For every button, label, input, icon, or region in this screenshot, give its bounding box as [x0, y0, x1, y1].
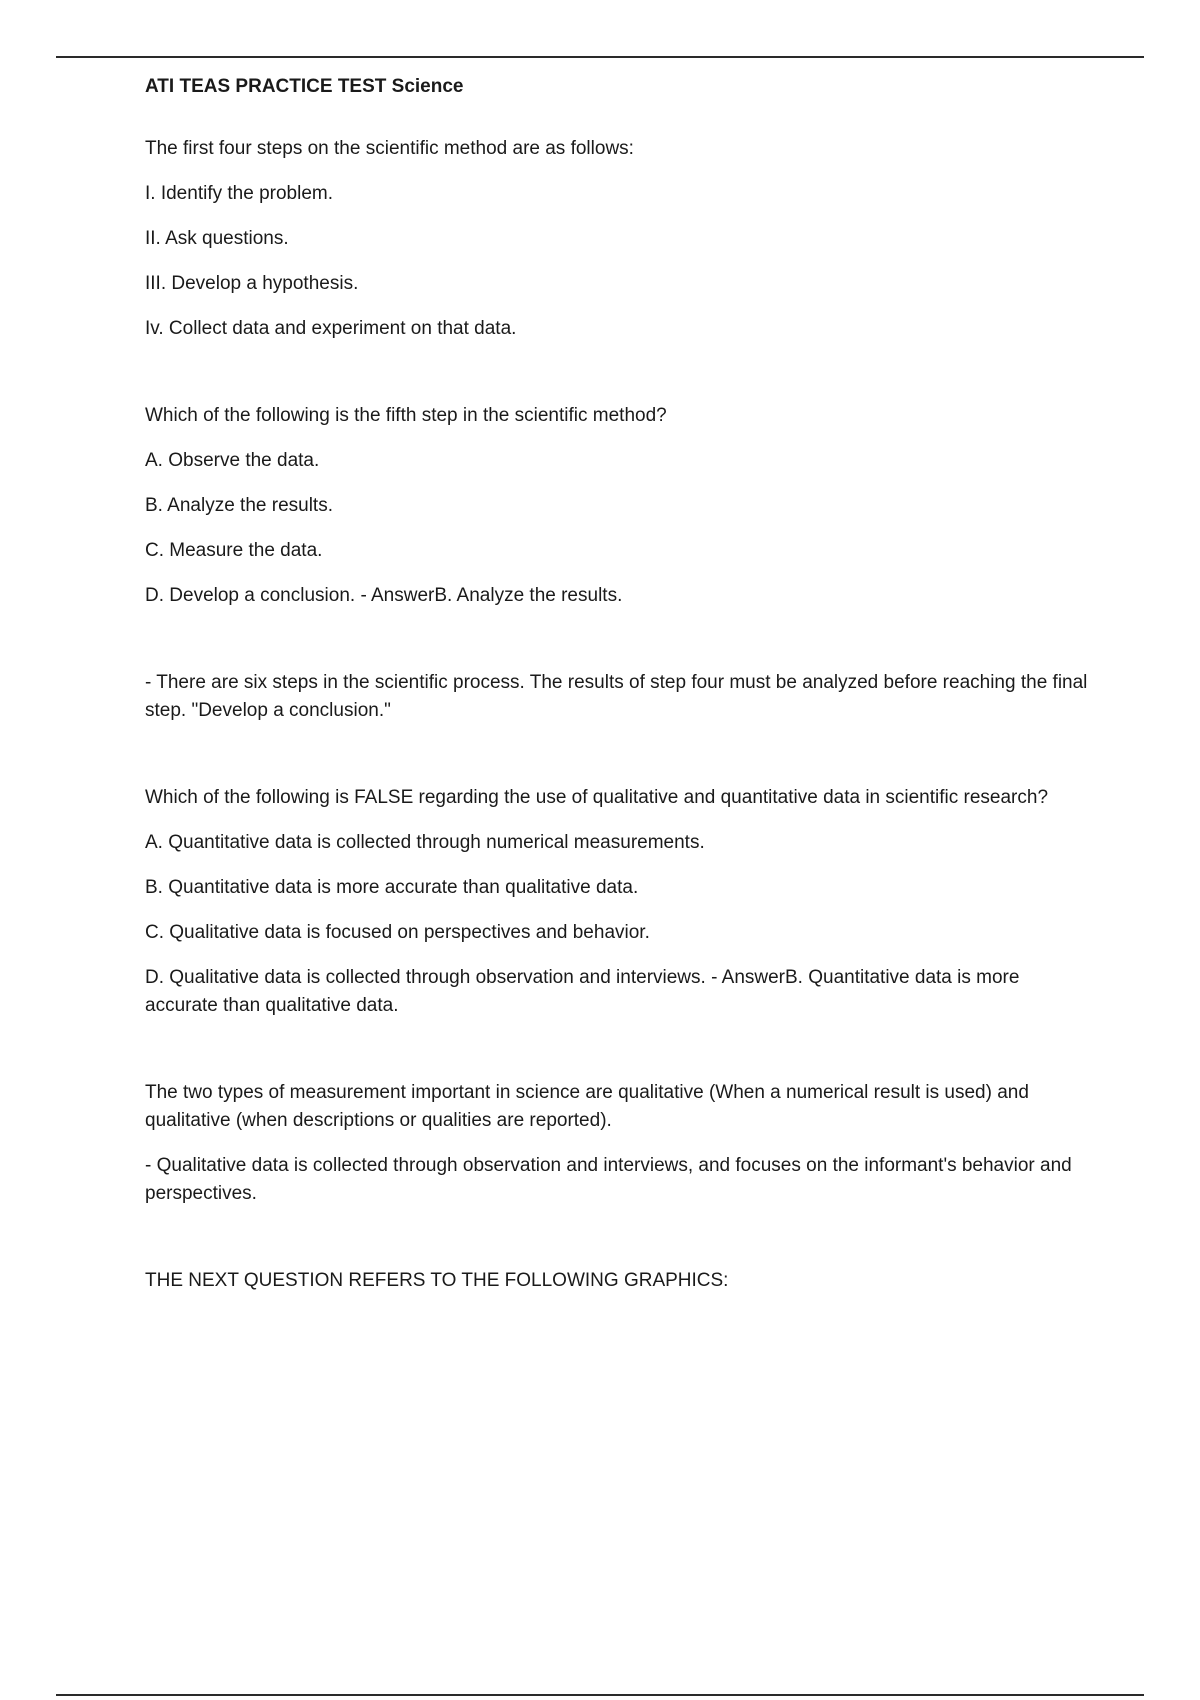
- q2-option-a: A. Quantitative data is collected through numerical measurements.: [145, 832, 705, 853]
- step-item: I. Identify the problem.: [145, 183, 333, 204]
- intro-lead: The first four steps on the scientific method are as follows:: [145, 138, 634, 159]
- q1-option-b: B. Analyze the results.: [145, 495, 333, 516]
- q1-explanation: - There are six steps in the scientific process. The results of step four must be analyzed before reaching the final step. "Develop a conclusion.": [145, 672, 1088, 721]
- q1-option-d: D. Develop a conclusion. - AnswerB. Analyze the results.: [145, 585, 623, 606]
- document-title: ATI TEAS PRACTICE TEST Science: [145, 76, 464, 97]
- q1-option-c: C. Measure the data.: [145, 540, 323, 561]
- step-item: Iv. Collect data and experiment on that data.: [145, 318, 517, 339]
- question-2: Which of the following is FALSE regarding the use of qualitative and quantitative data in scientific research?: [145, 787, 1049, 808]
- bottom-rule: [56, 1694, 1144, 1696]
- measurement-explanation: - Qualitative data is collected through observation and interviews, and focuses on the informant's behavior and perspectives.: [145, 1155, 1072, 1204]
- step-item: III. Develop a hypothesis.: [145, 273, 359, 294]
- q2-option-d: D. Qualitative data is collected through observation and interviews. - AnswerB. Quantitative data is more accurate than qualitative data.: [145, 967, 1020, 1016]
- next-question-note: THE NEXT QUESTION REFERS TO THE FOLLOWING GRAPHICS:: [145, 1270, 729, 1291]
- q2-option-c: C. Qualitative data is focused on perspectives and behavior.: [145, 922, 650, 943]
- page-content: [145, 73, 1090, 1312]
- question-1: Which of the following is the fifth step in the scientific method?: [145, 405, 667, 426]
- q2-option-b: B. Quantitative data is more accurate than qualitative data.: [145, 877, 639, 898]
- measurement-statement: The two types of measurement important in science are qualitative (When a numerical result is used) and qualitative (when descriptions or qualities are reported).: [145, 1082, 1029, 1131]
- top-rule: [56, 56, 1144, 58]
- q1-option-a: A. Observe the data.: [145, 450, 320, 471]
- step-item: II. Ask questions.: [145, 228, 289, 249]
